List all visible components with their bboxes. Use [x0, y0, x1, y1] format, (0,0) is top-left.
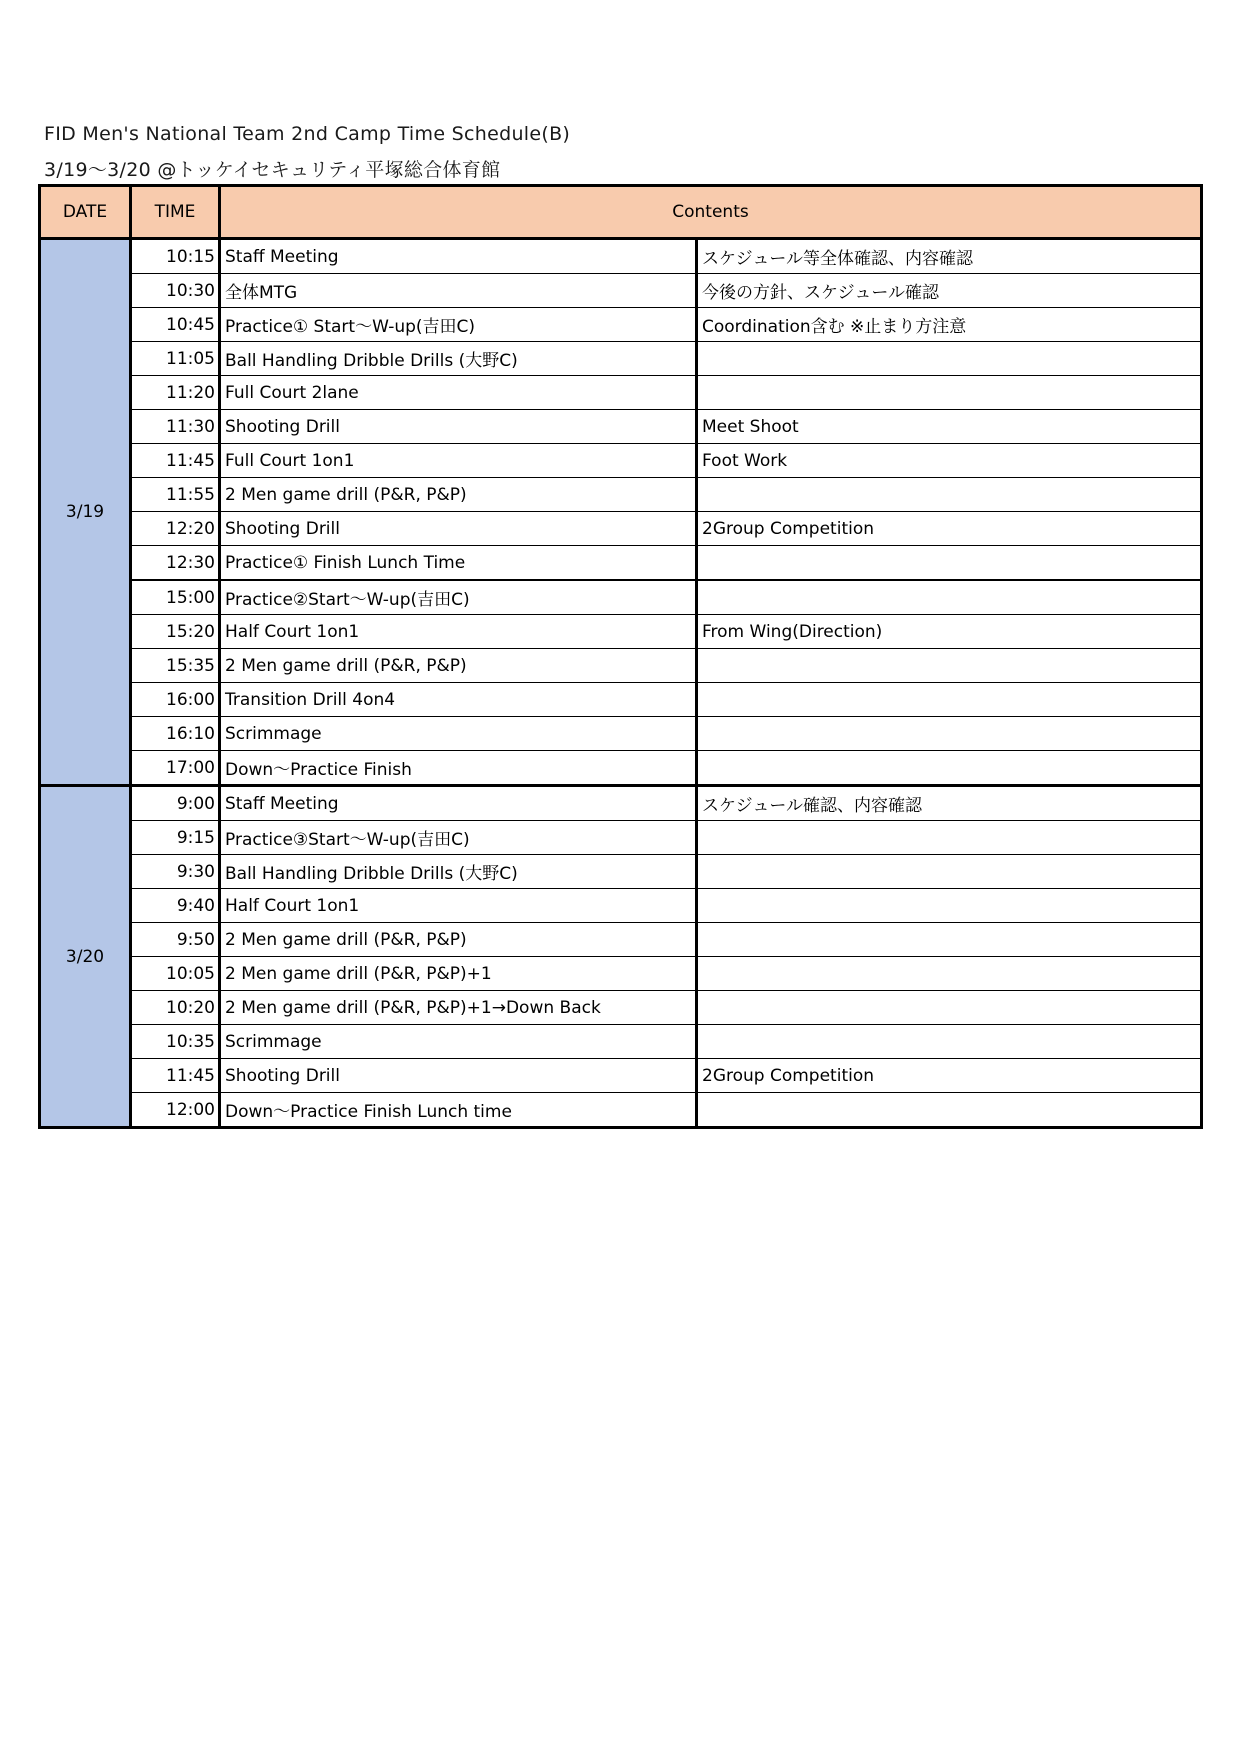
time-cell: 10:15	[131, 239, 220, 274]
table-row	[40, 308, 1202, 342]
date-cell: 3/19	[40, 239, 131, 786]
activity-cell: Practice① Finish Lunch Time	[220, 546, 697, 581]
table-row	[40, 410, 1202, 444]
note-cell	[697, 342, 1202, 376]
activity-cell: Shooting Drill	[220, 410, 697, 444]
note-cell: Meet Shoot	[697, 410, 1202, 444]
schedule-body	[40, 239, 1202, 1128]
activity-cell: Practice① Start～W-up(吉田C)	[220, 308, 697, 342]
table-row	[40, 444, 1202, 478]
note-cell	[697, 546, 1202, 581]
table-row	[40, 751, 1202, 786]
time-cell: 10:45	[131, 308, 220, 342]
table-row	[40, 1059, 1202, 1093]
time-cell: 9:30	[131, 855, 220, 889]
activity-cell: 2 Men game drill (P&R, P&P)+1→Down Back	[220, 991, 697, 1025]
table-row	[40, 957, 1202, 991]
activity-cell: Half Court 1on1	[220, 889, 697, 923]
schedule-table	[38, 184, 1203, 1129]
time-header: TIME	[131, 186, 220, 239]
time-cell: 10:30	[131, 274, 220, 308]
time-cell: 11:45	[131, 444, 220, 478]
note-cell	[697, 376, 1202, 410]
note-cell	[697, 821, 1202, 855]
time-cell: 11:05	[131, 342, 220, 376]
note-cell: スケジュール等全体確認、内容確認	[697, 239, 1202, 274]
header-row	[40, 186, 1202, 239]
note-cell: スケジュール確認、内容確認	[697, 786, 1202, 821]
table-row	[40, 717, 1202, 751]
date-cell: 3/20	[40, 786, 131, 1128]
note-cell	[697, 580, 1202, 615]
table-row	[40, 1093, 1202, 1128]
note-cell	[697, 855, 1202, 889]
note-cell: Coordination含む ※止まり方注意	[697, 308, 1202, 342]
table-row	[40, 512, 1202, 546]
table-row	[40, 580, 1202, 615]
activity-cell: Half Court 1on1	[220, 615, 697, 649]
table-row	[40, 478, 1202, 512]
table-row	[40, 855, 1202, 889]
activity-cell: Scrimmage	[220, 717, 697, 751]
note-cell: From Wing(Direction)	[697, 615, 1202, 649]
table-row	[40, 274, 1202, 308]
table-row	[40, 649, 1202, 683]
note-cell	[697, 991, 1202, 1025]
time-cell: 9:40	[131, 889, 220, 923]
note-cell: 今後の方針、スケジュール確認	[697, 274, 1202, 308]
time-cell: 12:20	[131, 512, 220, 546]
note-cell: 2Group Competition	[697, 512, 1202, 546]
table-row	[40, 821, 1202, 855]
time-cell: 17:00	[131, 751, 220, 786]
activity-cell: Scrimmage	[220, 1025, 697, 1059]
note-cell	[697, 1025, 1202, 1059]
time-cell: 11:45	[131, 1059, 220, 1093]
note-cell	[697, 683, 1202, 717]
table-row	[40, 546, 1202, 581]
time-cell: 10:35	[131, 1025, 220, 1059]
activity-cell: Practice③Start～W-up(吉田C)	[220, 821, 697, 855]
table-row	[40, 889, 1202, 923]
table-row	[40, 786, 1202, 821]
activity-cell: Staff Meeting	[220, 239, 697, 274]
activity-cell: Ball Handling Dribble Drills (大野C)	[220, 855, 697, 889]
note-cell	[697, 923, 1202, 957]
table-row	[40, 1025, 1202, 1059]
table-row	[40, 991, 1202, 1025]
page-title: FID Men's National Team 2nd Camp Time Schedule(B)	[44, 123, 571, 145]
activity-cell: Down～Practice Finish	[220, 751, 697, 786]
time-cell: 9:15	[131, 821, 220, 855]
time-cell: 12:30	[131, 546, 220, 581]
time-cell: 11:30	[131, 410, 220, 444]
time-cell: 15:35	[131, 649, 220, 683]
table-row	[40, 239, 1202, 274]
activity-cell: Down～Practice Finish Lunch time	[220, 1093, 697, 1128]
activity-cell: Shooting Drill	[220, 512, 697, 546]
note-cell	[697, 649, 1202, 683]
note-cell: 2Group Competition	[697, 1059, 1202, 1093]
page-subtitle: 3/19～3/20 @トッケイセキュリティ平塚総合体育館	[44, 159, 501, 181]
time-cell: 15:00	[131, 580, 220, 615]
contents-header: Contents	[220, 186, 1202, 239]
activity-cell: 2 Men game drill (P&R, P&P)	[220, 478, 697, 512]
time-cell: 11:20	[131, 376, 220, 410]
time-cell: 15:20	[131, 615, 220, 649]
time-cell: 16:10	[131, 717, 220, 751]
activity-cell: 全体MTG	[220, 274, 697, 308]
table-row	[40, 342, 1202, 376]
note-cell	[697, 751, 1202, 786]
note-cell	[697, 957, 1202, 991]
time-cell: 16:00	[131, 683, 220, 717]
activity-cell: 2 Men game drill (P&R, P&P)	[220, 923, 697, 957]
activity-cell: Full Court 1on1	[220, 444, 697, 478]
activity-cell: Shooting Drill	[220, 1059, 697, 1093]
table-row	[40, 376, 1202, 410]
time-cell: 12:00	[131, 1093, 220, 1128]
table-row	[40, 615, 1202, 649]
activity-cell: Full Court 2lane	[220, 376, 697, 410]
note-cell: Foot Work	[697, 444, 1202, 478]
note-cell	[697, 717, 1202, 751]
note-cell	[697, 1093, 1202, 1128]
note-cell	[697, 478, 1202, 512]
time-cell: 9:50	[131, 923, 220, 957]
time-cell: 10:20	[131, 991, 220, 1025]
activity-cell: Practice②Start～W-up(吉田C)	[220, 580, 697, 615]
activity-cell: 2 Men game drill (P&R, P&P)+1	[220, 957, 697, 991]
date-header: DATE	[40, 186, 131, 239]
activity-cell: 2 Men game drill (P&R, P&P)	[220, 649, 697, 683]
note-cell	[697, 889, 1202, 923]
time-cell: 10:05	[131, 957, 220, 991]
activity-cell: Transition Drill 4on4	[220, 683, 697, 717]
time-cell: 9:00	[131, 786, 220, 821]
title-block	[44, 116, 570, 188]
activity-cell: Ball Handling Dribble Drills (大野C)	[220, 342, 697, 376]
activity-cell: Staff Meeting	[220, 786, 697, 821]
table-row	[40, 683, 1202, 717]
time-cell: 11:55	[131, 478, 220, 512]
table-row	[40, 923, 1202, 957]
